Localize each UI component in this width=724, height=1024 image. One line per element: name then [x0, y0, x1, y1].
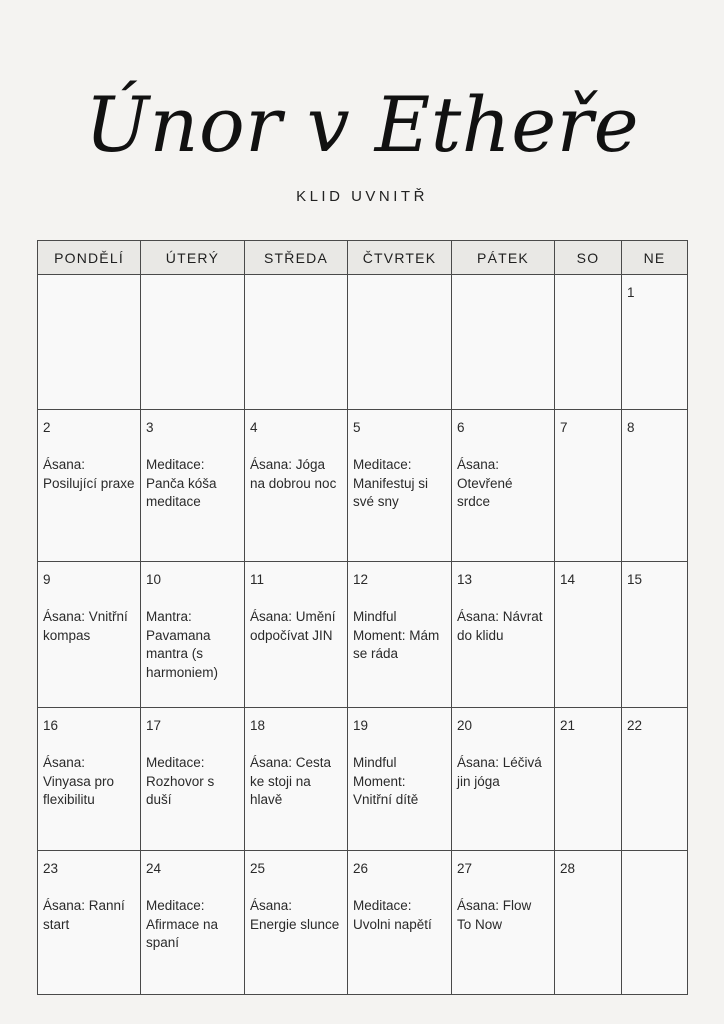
- day-number: 23: [43, 861, 59, 876]
- weekday-header-tuesday: ÚTERÝ: [141, 241, 245, 275]
- day-number: 22: [627, 718, 643, 733]
- day-number: [250, 284, 342, 302]
- week-row-3: [38, 562, 688, 708]
- day-cell: [245, 851, 348, 995]
- day-cell: [141, 275, 245, 410]
- day-cell: [622, 708, 688, 851]
- day-activity: Ásana: Flow To Now: [457, 898, 532, 932]
- day-number: 2: [43, 420, 51, 435]
- week-row-2: [38, 410, 688, 562]
- day-cell: [622, 562, 688, 708]
- day-activity: Ásana: Vnitřní kompas: [43, 609, 128, 643]
- day-cell: [348, 708, 452, 851]
- day-number: 26: [353, 861, 369, 876]
- day-cell: [38, 708, 141, 851]
- day-cell: [141, 410, 245, 562]
- page-title: Únor v Etheře: [84, 80, 640, 169]
- day-cell: [245, 562, 348, 708]
- day-number: 4: [250, 420, 258, 435]
- weekday-header-sunday: NE: [622, 241, 688, 275]
- day-activity: Meditace: Panča kóša meditace: [146, 457, 217, 509]
- day-number: 19: [353, 718, 369, 733]
- day-number: 18: [250, 718, 266, 733]
- weekday-header-monday: PONDĚLÍ: [38, 241, 141, 275]
- day-cell: [555, 562, 622, 708]
- day-cell: [245, 708, 348, 851]
- day-number: 10: [146, 572, 162, 587]
- day-cell: [452, 562, 555, 708]
- day-number: 8: [627, 420, 635, 435]
- day-cell: [555, 851, 622, 995]
- day-cell: [348, 562, 452, 708]
- day-activity: Ásana: Léčivá jin jóga: [457, 755, 542, 789]
- day-cell: [38, 851, 141, 995]
- day-number: 1: [627, 285, 635, 300]
- day-cell: [38, 410, 141, 562]
- day-activity: Ásana: Vinyasa pro flexibilitu: [43, 755, 115, 807]
- day-number: [457, 284, 549, 302]
- day-cell: [38, 275, 141, 410]
- day-cell: [452, 410, 555, 562]
- day-number: 5: [353, 420, 361, 435]
- day-number: 15: [627, 572, 643, 587]
- day-number: 25: [250, 861, 266, 876]
- calendar-grid: [37, 240, 688, 995]
- weekday-header-friday: PÁTEK: [452, 241, 555, 275]
- day-number: 20: [457, 718, 473, 733]
- day-cell: [555, 410, 622, 562]
- day-number: 12: [353, 572, 369, 587]
- day-cell: [555, 275, 622, 410]
- day-activity: Ásana: Energie slunce: [250, 898, 340, 932]
- day-activity: Ásana: Ranní start: [43, 898, 125, 932]
- day-cell: [348, 410, 452, 562]
- day-cell: [141, 851, 245, 995]
- day-cell: [348, 275, 452, 410]
- day-cell: [245, 275, 348, 410]
- day-number: [146, 284, 239, 302]
- day-number: [627, 860, 682, 878]
- day-activity: Ásana: Návrat do klidu: [457, 609, 543, 643]
- day-cell: [141, 708, 245, 851]
- day-number: [353, 284, 446, 302]
- weekday-header-saturday: SO: [555, 241, 622, 275]
- day-number: 14: [560, 572, 576, 587]
- day-number: 16: [43, 718, 59, 733]
- day-number: 7: [560, 420, 568, 435]
- day-activity: Ásana: Cesta ke stoji na hlavě: [250, 755, 332, 807]
- day-number: [560, 284, 616, 302]
- day-cell: [555, 708, 622, 851]
- week-row-5: [38, 851, 688, 995]
- day-cell: [622, 275, 688, 410]
- day-activity: Ásana: Jóga na dobrou noc: [250, 457, 337, 491]
- day-activity: Meditace: Manifestuj si své sny: [353, 457, 429, 509]
- day-cell: [38, 562, 141, 708]
- day-number: 17: [146, 718, 162, 733]
- day-cell: [452, 708, 555, 851]
- day-cell: [622, 851, 688, 995]
- day-activity: Meditace: Uvolni napětí: [353, 898, 432, 932]
- day-cell: [348, 851, 452, 995]
- day-cell: [452, 275, 555, 410]
- day-number: 11: [250, 572, 265, 587]
- day-activity: Mantra: Pavamana mantra (s harmoniem): [146, 609, 219, 680]
- day-activity: Meditace: Afirmace na spaní: [146, 898, 219, 950]
- day-number: 27: [457, 861, 473, 876]
- day-activity: Mindful Moment: Vnitřní dítě: [353, 755, 419, 807]
- page-subtitle: KLID UVNITŘ: [296, 188, 428, 205]
- week-row-1: [38, 275, 688, 410]
- day-number: 9: [43, 572, 51, 587]
- day-cell: [141, 562, 245, 708]
- day-number: [43, 284, 135, 302]
- day-number: 21: [560, 718, 576, 733]
- day-number: 13: [457, 572, 473, 587]
- weekday-header-wednesday: STŘEDA: [245, 241, 348, 275]
- day-activity: Meditace: Rozhovor s duší: [146, 755, 215, 807]
- day-number: 3: [146, 420, 154, 435]
- day-activity: Ásana: Posilující praxe: [43, 457, 135, 491]
- day-activity: Mindful Moment: Mám se ráda: [353, 609, 440, 661]
- day-cell: [622, 410, 688, 562]
- weekday-header-row: [38, 241, 688, 275]
- week-row-4: [38, 708, 688, 851]
- day-cell: [452, 851, 555, 995]
- day-activity: Ásana: Umění odpočívat JIN: [250, 609, 336, 643]
- day-number: 28: [560, 861, 576, 876]
- weekday-header-thursday: ČTVRTEK: [348, 241, 452, 275]
- day-number: 6: [457, 420, 465, 435]
- day-cell: [245, 410, 348, 562]
- day-activity: Ásana: Otevřené srdce: [457, 457, 513, 509]
- day-number: 24: [146, 861, 162, 876]
